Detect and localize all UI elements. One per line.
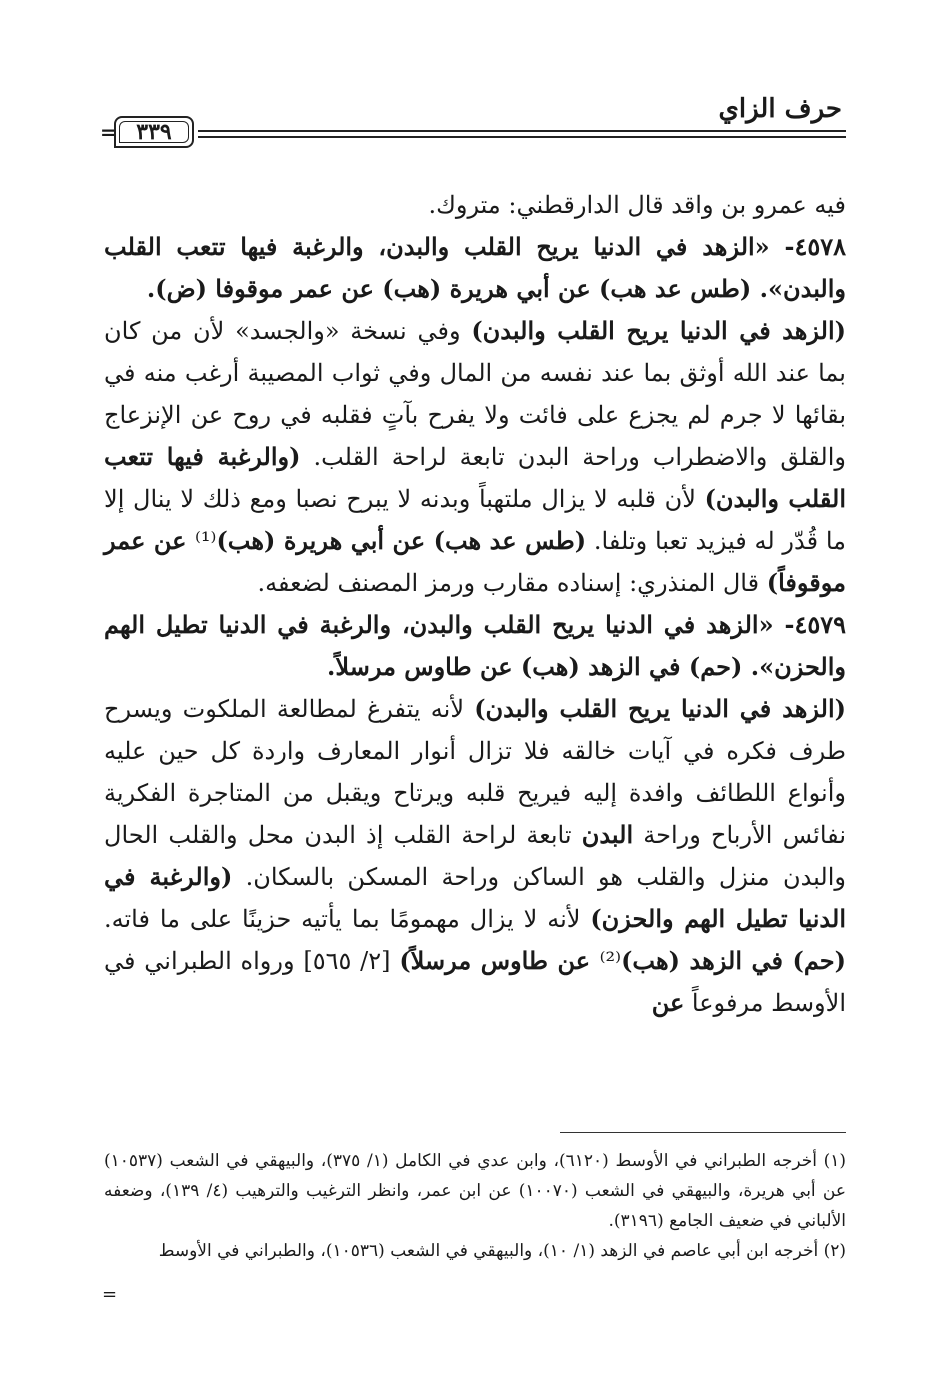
text-segment: لأنه يتفرغ لمطالعة الملكوت ويسرح طرف فكره في آيات خالقه فلا تزال أنوار المعارف واردة كل حين عليه وأنواع اللطائف وافدة إليه فيريح قلبه ويرتاح ويقبل من المتاجرة الفكرية نفائس الأرباح وراحة	[104, 695, 846, 849]
text-segment: [٢/ ٥٦٥] ورواه الطبراني في الأوسط مرفوعاً	[104, 947, 846, 1017]
paragraph	[104, 604, 846, 688]
paragraph	[104, 688, 846, 1024]
text-segment: ⁽¹⁾	[195, 527, 217, 555]
text-segment: قال المنذري: إسناده مقارب ورمز المصنف لضعفه.	[257, 569, 767, 597]
text-segment: ⁽²⁾	[599, 947, 622, 975]
paragraph	[104, 226, 846, 310]
bold-text-segment: عن عمر موقوفاً)	[104, 526, 846, 597]
bold-text-segment: البدن	[581, 820, 634, 849]
bold-text-segment: (حم) في الزهد (هب)	[621, 946, 846, 975]
bold-text-segment: (والرغبة فيها تتعب القلب والبدن)	[104, 442, 846, 513]
bold-text-segment: (طس عد هب) عن أبي هريرة (هب)	[216, 526, 587, 555]
paragraph	[104, 184, 846, 226]
footnote-separator	[560, 1132, 846, 1133]
text-segment: لأن قلبه لا يزال ملتهباً وبدنه لا يبرح نصبا ومع ذلك لا ينال إلا ما قُدّر له فيزيد تعبا وتلفا.	[104, 485, 847, 555]
header-rule-line	[198, 136, 846, 138]
bold-text-segment: عن طاوس مرسلاً)	[399, 946, 600, 975]
bold-text-segment: ٤٥٧٨- «الزهد في الدنيا يريح القلب والبدن، والرغبة فيها تتعب القلب والبدن». (طس عد هب) عن أبي هريرة (هب) عن عمر موقوفا (ض).	[104, 232, 846, 303]
footnote: (٢) أخرجه ابن أبي عاصم في الزهد (١/ ١٠)، والبيهقي في الشعب (١٠٥٣٦)، والطبراني في الأوسط	[158, 1241, 846, 1261]
paragraph	[104, 310, 846, 604]
header-left-mark: =	[100, 120, 117, 144]
text-segment: لأنه لا يزال مهمومًا بما يأتيه حزينًا على ما فاته.	[104, 905, 591, 933]
footnote-continuation-mark: =	[102, 1284, 118, 1305]
page-header-title: حرف الزاي	[718, 94, 842, 124]
header-rule	[100, 116, 846, 152]
header-rule-line	[198, 130, 846, 132]
footnote: (١) أخرجه الطبراني في الأوسط (٦١٢٠)، وابن عدي في الكامل (١/ ٣٧٥)، والبيهقي في الشعب (١٠٥٣٧) عن أبي هريرة، والبيهقي في الشعب (١٠٠٧٠) عن ابن عمر، وانظر الترغيب والترهيب (٤/ ١٣٩)، وضعفه الألباني في ضعيف الجامع (٣١٩٦).	[104, 1151, 847, 1231]
text-segment: تابعة لراحة القلب إذ البدن محل والقلب الحال والبدن منزل والقلب هو الساكن وراحة المسكن بالسكان.	[104, 821, 846, 891]
bold-text-segment: ٤٥٧٩- «الزهد في الدنيا يريح القلب والبدن، والرغبة في الدنيا تطيل الهم والحزن». (حم) في الزهد (هب) عن طاوس مرسلاً.	[104, 610, 846, 681]
text-segment: فيه عمرو بن واقد قال الدارقطني: متروك.	[428, 191, 846, 219]
bold-text-segment: عن	[651, 988, 685, 1017]
footnotes	[104, 1146, 846, 1266]
bold-text-segment: (والرغبة في الدنيا تطيل الهم والحزن)	[104, 862, 846, 933]
text-segment: وفي نسخة «والجسد» لأن من كان بما عند الله أوثق بما عند نفسه من المال وفي ثواب المصيبة أرغب منه في بقائها لا جرم لم يجزع على فائت ولا يفرح بآتٍ فقلبه في روح عن الإنزعاج والقلق والاضطراب وراحة البدن تابعة لراحة القلب.	[104, 317, 846, 471]
page-number: ٣٣٩	[114, 116, 194, 148]
bold-text-segment: (الزهد في الدنيا يريح القلب والبدن)	[474, 694, 846, 723]
bold-text-segment: (الزهد في الدنيا يريح القلب والبدن)	[471, 316, 847, 345]
main-text	[104, 184, 846, 1024]
